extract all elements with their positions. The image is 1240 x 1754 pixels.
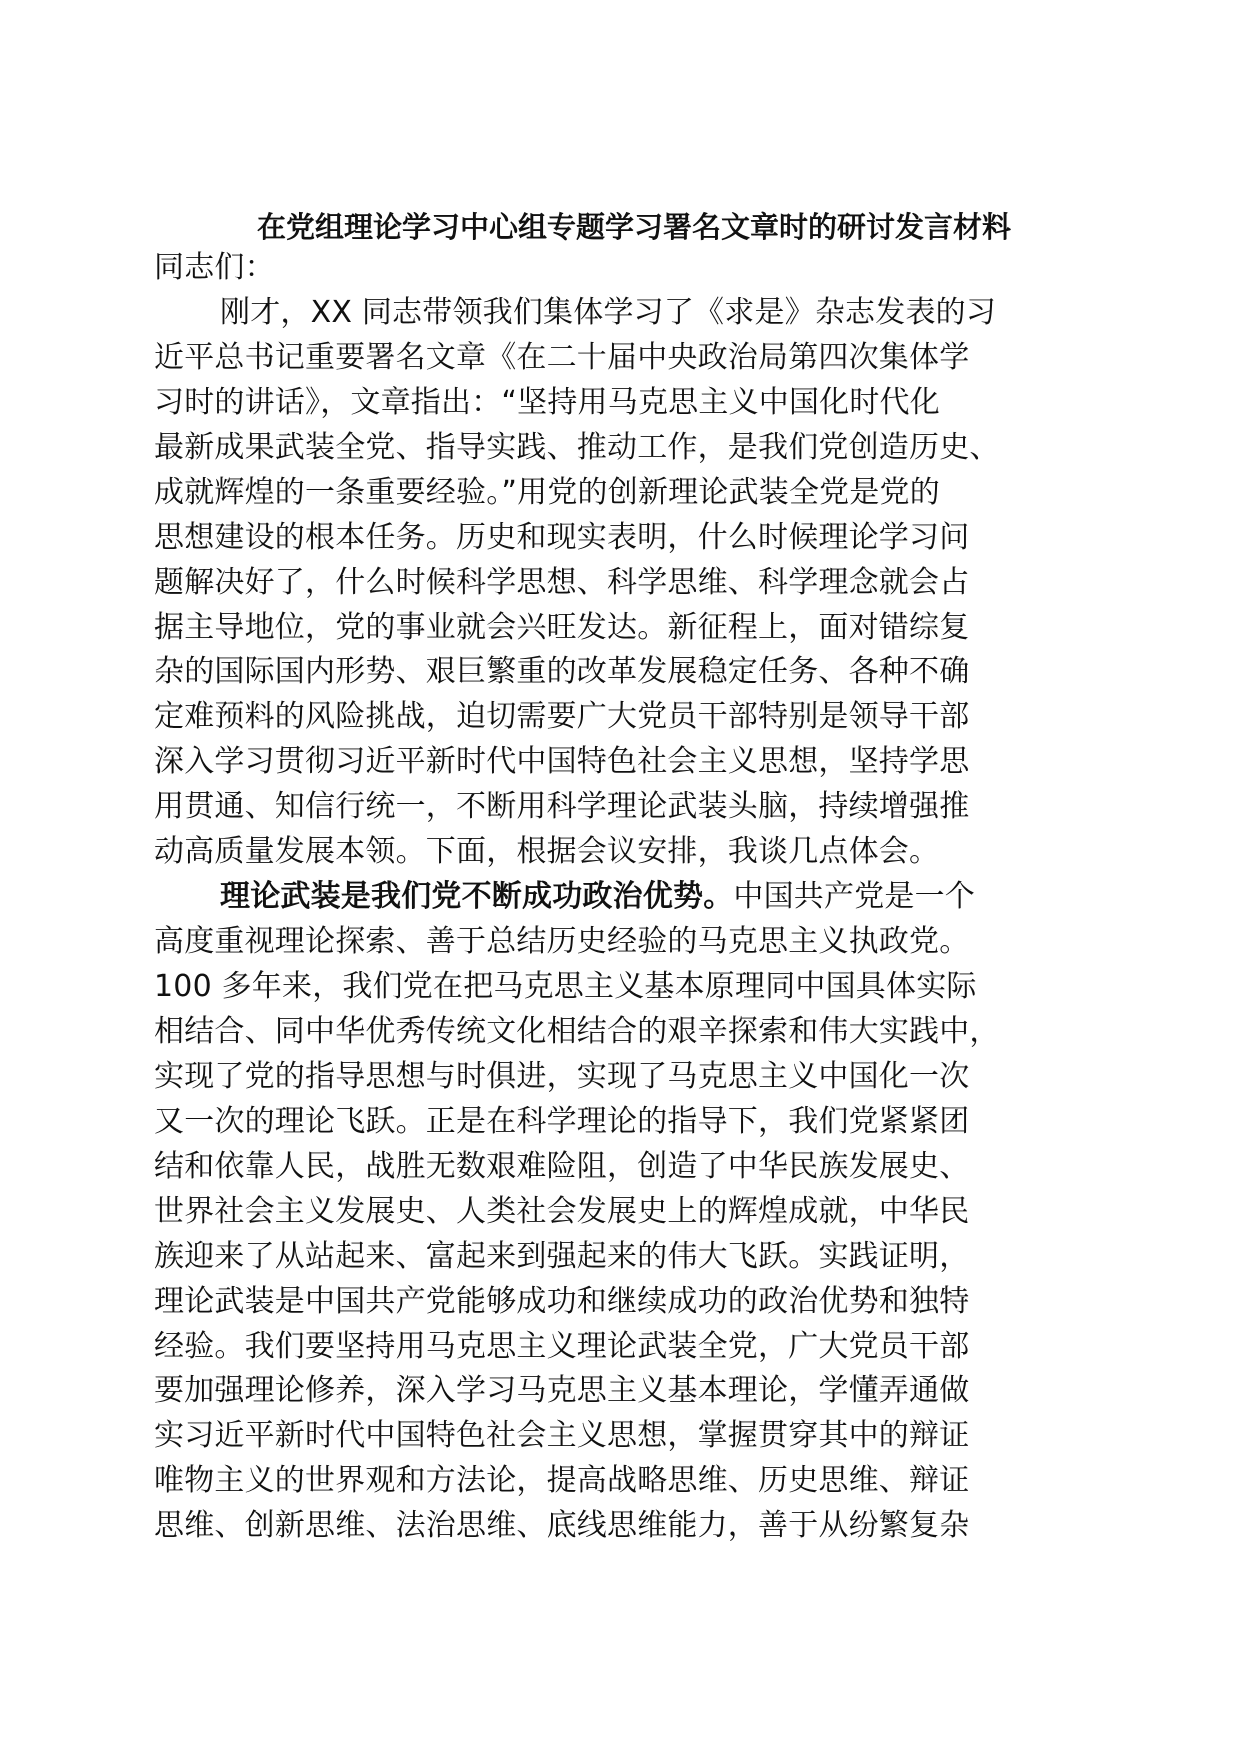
paragraph-2-lead-sentence: 理论武装是我们党不断成功政治优势。 bbox=[220, 879, 734, 915]
paragraph-2-line: 族迎来了从站起来、富起来到强起来的伟大飞跃。实践证明， bbox=[154, 1238, 970, 1274]
paragraph-2-line: 经验。我们要坚持用马克思主义理论武装全党，广大党员干部 bbox=[154, 1328, 970, 1364]
paragraph-2-line: 唯物主义的世界观和方法论，提高战略思维、历史思维、辩证 bbox=[154, 1463, 970, 1499]
paragraph-1-line: 据主导地位，党的事业就会兴旺发达。新征程上，面对错综复 bbox=[154, 609, 970, 645]
paragraph-1-line: 用贯通、知信行统一，不断用科学理论武装头脑，持续增强推 bbox=[154, 789, 970, 825]
paragraph-2-line: 要加强理论修养，深入学习马克思主义基本理论，学懂弄通做 bbox=[154, 1373, 970, 1409]
paragraph-1-line: 定难预料的风险挑战，迫切需要广大党员干部特别是领导干部 bbox=[154, 699, 970, 735]
paragraph-1 bbox=[154, 291, 1094, 875]
paragraph-2-line: 100 多年来，我们党在把马克思主义基本原理同中国具体实际 bbox=[154, 969, 977, 1004]
paragraph-1-line: 刚才，XX 同志带领我们集体学习了《求是》杂志发表的习 bbox=[220, 294, 997, 330]
paragraph-2-line: 相结合、同中华优秀传统文化相结合的艰辛探索和伟大实践中， bbox=[154, 1013, 1000, 1049]
paragraph-2-line: 又一次的理论飞跃。正是在科学理论的指导下，我们党紧紧团 bbox=[154, 1103, 970, 1139]
paragraph-1-line: 深入学习贯彻习近平新时代中国特色社会主义思想，坚持学思 bbox=[154, 744, 970, 780]
paragraph-1-line: 成就辉煌的一条重要经验。”用党的创新理论武装全党是党的 bbox=[154, 474, 940, 510]
salutation: 同志们： bbox=[154, 250, 275, 285]
paragraph-2-first-line-rest: 中国共产党是一个 bbox=[733, 879, 976, 915]
document-title: 在党组理论学习中心组专题学习署名文章时的研讨发言材料 bbox=[256, 210, 1011, 244]
paragraph-1-line: 动高质量发展本领。下面，根据会议安排，我谈几点体会。 bbox=[154, 834, 940, 870]
document-body bbox=[154, 246, 1094, 1549]
paragraph-1-line: 最新成果武装全党、指导实践、推动工作，是我们党创造历史、 bbox=[154, 429, 1000, 465]
paragraph-2-line: 实习近平新时代中国特色社会主义思想，掌握贯穿其中的辩证 bbox=[154, 1418, 970, 1454]
paragraph-2-first-line bbox=[154, 875, 1094, 920]
paragraph-2-line: 世界社会主义发展史、人类社会发展史上的辉煌成就，中华民 bbox=[154, 1193, 970, 1229]
paragraph-2 bbox=[154, 875, 1094, 1549]
paragraph-2-line: 思维、创新思维、法治思维、底线思维能力，善于从纷繁复杂 bbox=[154, 1508, 970, 1544]
paragraph-1-line: 杂的国际国内形势、艰巨繁重的改革发展稳定任务、各种不确 bbox=[154, 654, 970, 690]
paragraph-2-line: 高度重视理论探索、善于总结历史经验的马克思主义执政党。 bbox=[154, 924, 970, 960]
paragraph-1-line: 习时的讲话》，文章指出：“坚持用马克思主义中国化时代化 bbox=[154, 384, 940, 420]
paragraph-1-line: 思想建设的根本任务。历史和现实表明，什么时候理论学习问 bbox=[154, 519, 970, 555]
paragraph-2-line: 结和依靠人民，战胜无数艰难险阻，创造了中华民族发展史、 bbox=[154, 1148, 970, 1184]
paragraph-2-line: 实现了党的指导思想与时俱进，实现了马克思主义中国化一次 bbox=[154, 1058, 970, 1094]
paragraph-1-line: 题解决好了，什么时候科学思想、科学思维、科学理念就会占 bbox=[154, 564, 970, 600]
paragraph-2-line: 理论武装是中国共产党能够成功和继续成功的政治优势和独特 bbox=[154, 1283, 970, 1319]
paragraph-1-line: 近平总书记重要署名文章《在二十届中央政治局第四次集体学 bbox=[154, 339, 970, 375]
